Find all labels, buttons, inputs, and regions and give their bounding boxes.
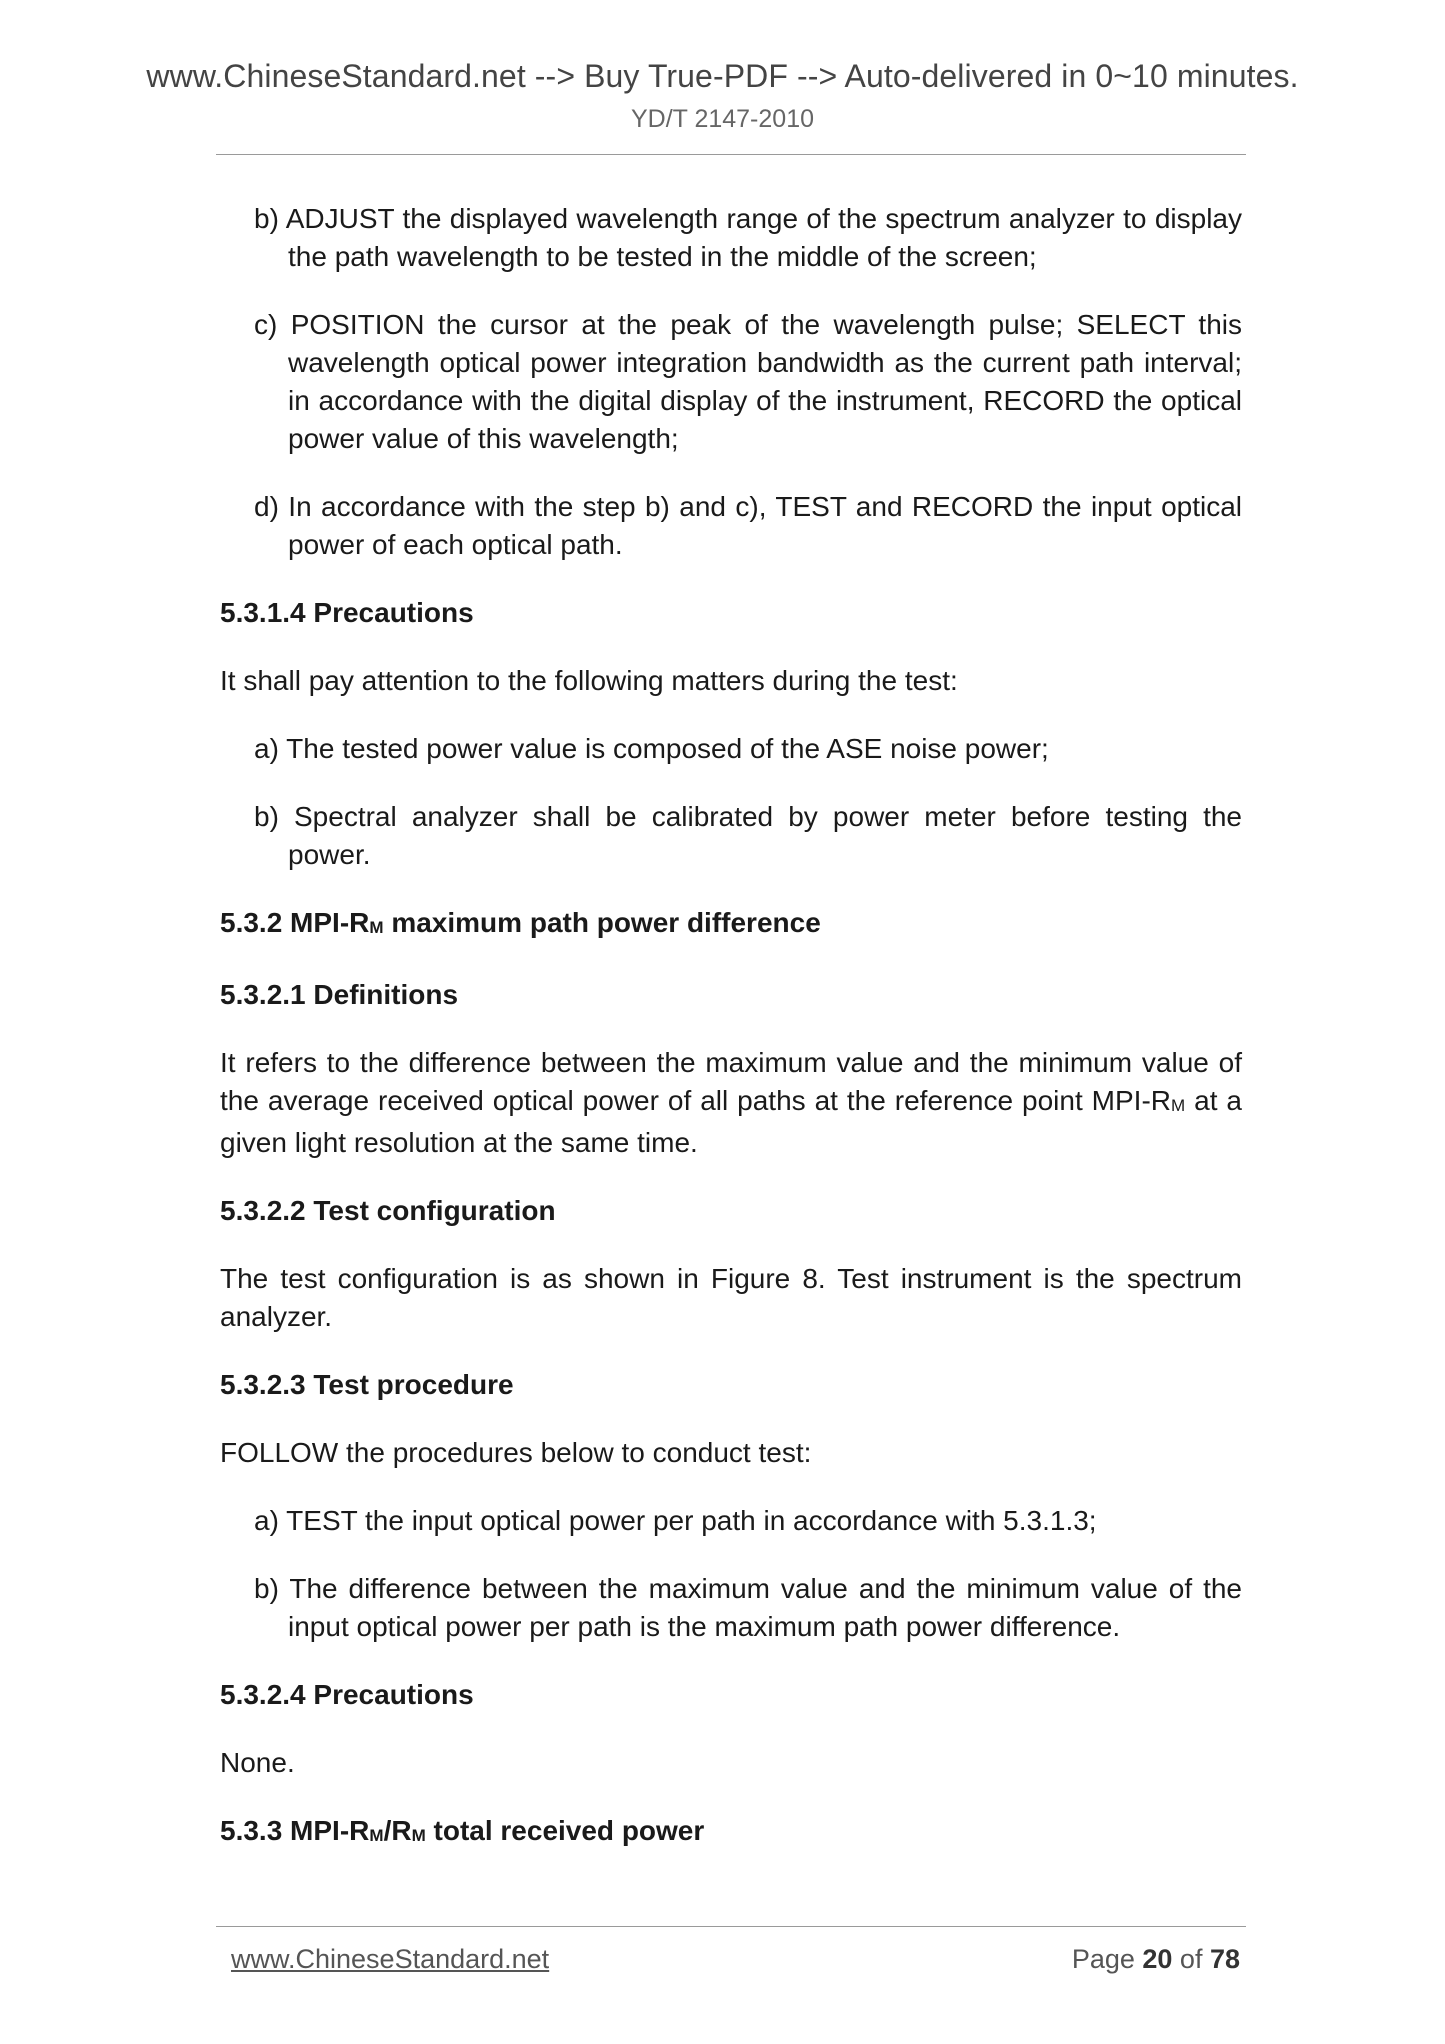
footer-divider <box>216 1926 1246 1927</box>
page-body <box>220 200 1242 1884</box>
list-item: a) TEST the input optical power per path in accordance with 5.3.1.3; <box>254 1505 1097 1536</box>
footer-site-link[interactable]: www.ChineseStandard.net <box>231 1944 550 1974</box>
section-heading: 5.3.3 MPI-$R_M/R_M$ total received power <box>220 1815 705 1846</box>
section-heading: 5.3.2.3 Test procedure <box>220 1369 514 1400</box>
paragraph: It shall pay attention to the following matters during the test: <box>220 665 958 696</box>
list-item: b) Spectral analyzer shall be calibrated by power meter before testing the power. <box>254 801 1242 870</box>
section-heading: 5.3.2.4 Precautions <box>220 1679 474 1710</box>
section-heading: 5.3.2.1 Definitions <box>220 979 459 1010</box>
paragraph: The test configuration is as shown in Figure 8. Test instrument is the spectrum analyzer. <box>220 1263 1242 1332</box>
document-id: YD/T 2147-2010 <box>631 105 814 133</box>
list-item: c) POSITION the cursor at the peak of the wavelength pulse; SELECT this wavelength optical power integration bandwidth as the current path interval; in accordance with the digital display of the instrument, RECORD the optical power value of this wavelength; <box>254 309 1242 454</box>
list-item: b) ADJUST the displayed wavelength range of the spectrum analyzer to display the path wavelength to be tested in the middle of the screen; <box>254 203 1242 272</box>
list-item: d) In accordance with the step b) and c), TEST and RECORD the input optical power of each optical path. <box>254 491 1242 560</box>
header-divider <box>216 154 1246 155</box>
page-number: Page 20 of 78 <box>1071 1944 1240 1974</box>
paragraph: It refers to the difference between the maximum value and the minimum value of the average received optical power of all paths at the reference point MPI-$R_M$ at a given light resolution at the same time. <box>220 1047 1242 1158</box>
list-item: b) The difference between the maximum value and the minimum value of the input optical power per path is the maximum path power difference. <box>254 1573 1242 1642</box>
paragraph: FOLLOW the procedures below to conduct test: <box>220 1437 812 1468</box>
section-heading: 5.3.1.4 Precautions <box>220 597 474 628</box>
paragraph: None. <box>220 1747 295 1778</box>
section-heading: 5.3.2 MPI-$R_M$ maximum path power difference <box>220 907 821 938</box>
section-heading: 5.3.2.2 Test configuration <box>220 1195 556 1226</box>
list-item: a) The tested power value is composed of the ASE noise power; <box>254 733 1049 764</box>
header-banner: www.ChineseStandard.net --> Buy True-PDF --> Auto-delivered in 0~10 minutes. <box>146 58 1299 94</box>
